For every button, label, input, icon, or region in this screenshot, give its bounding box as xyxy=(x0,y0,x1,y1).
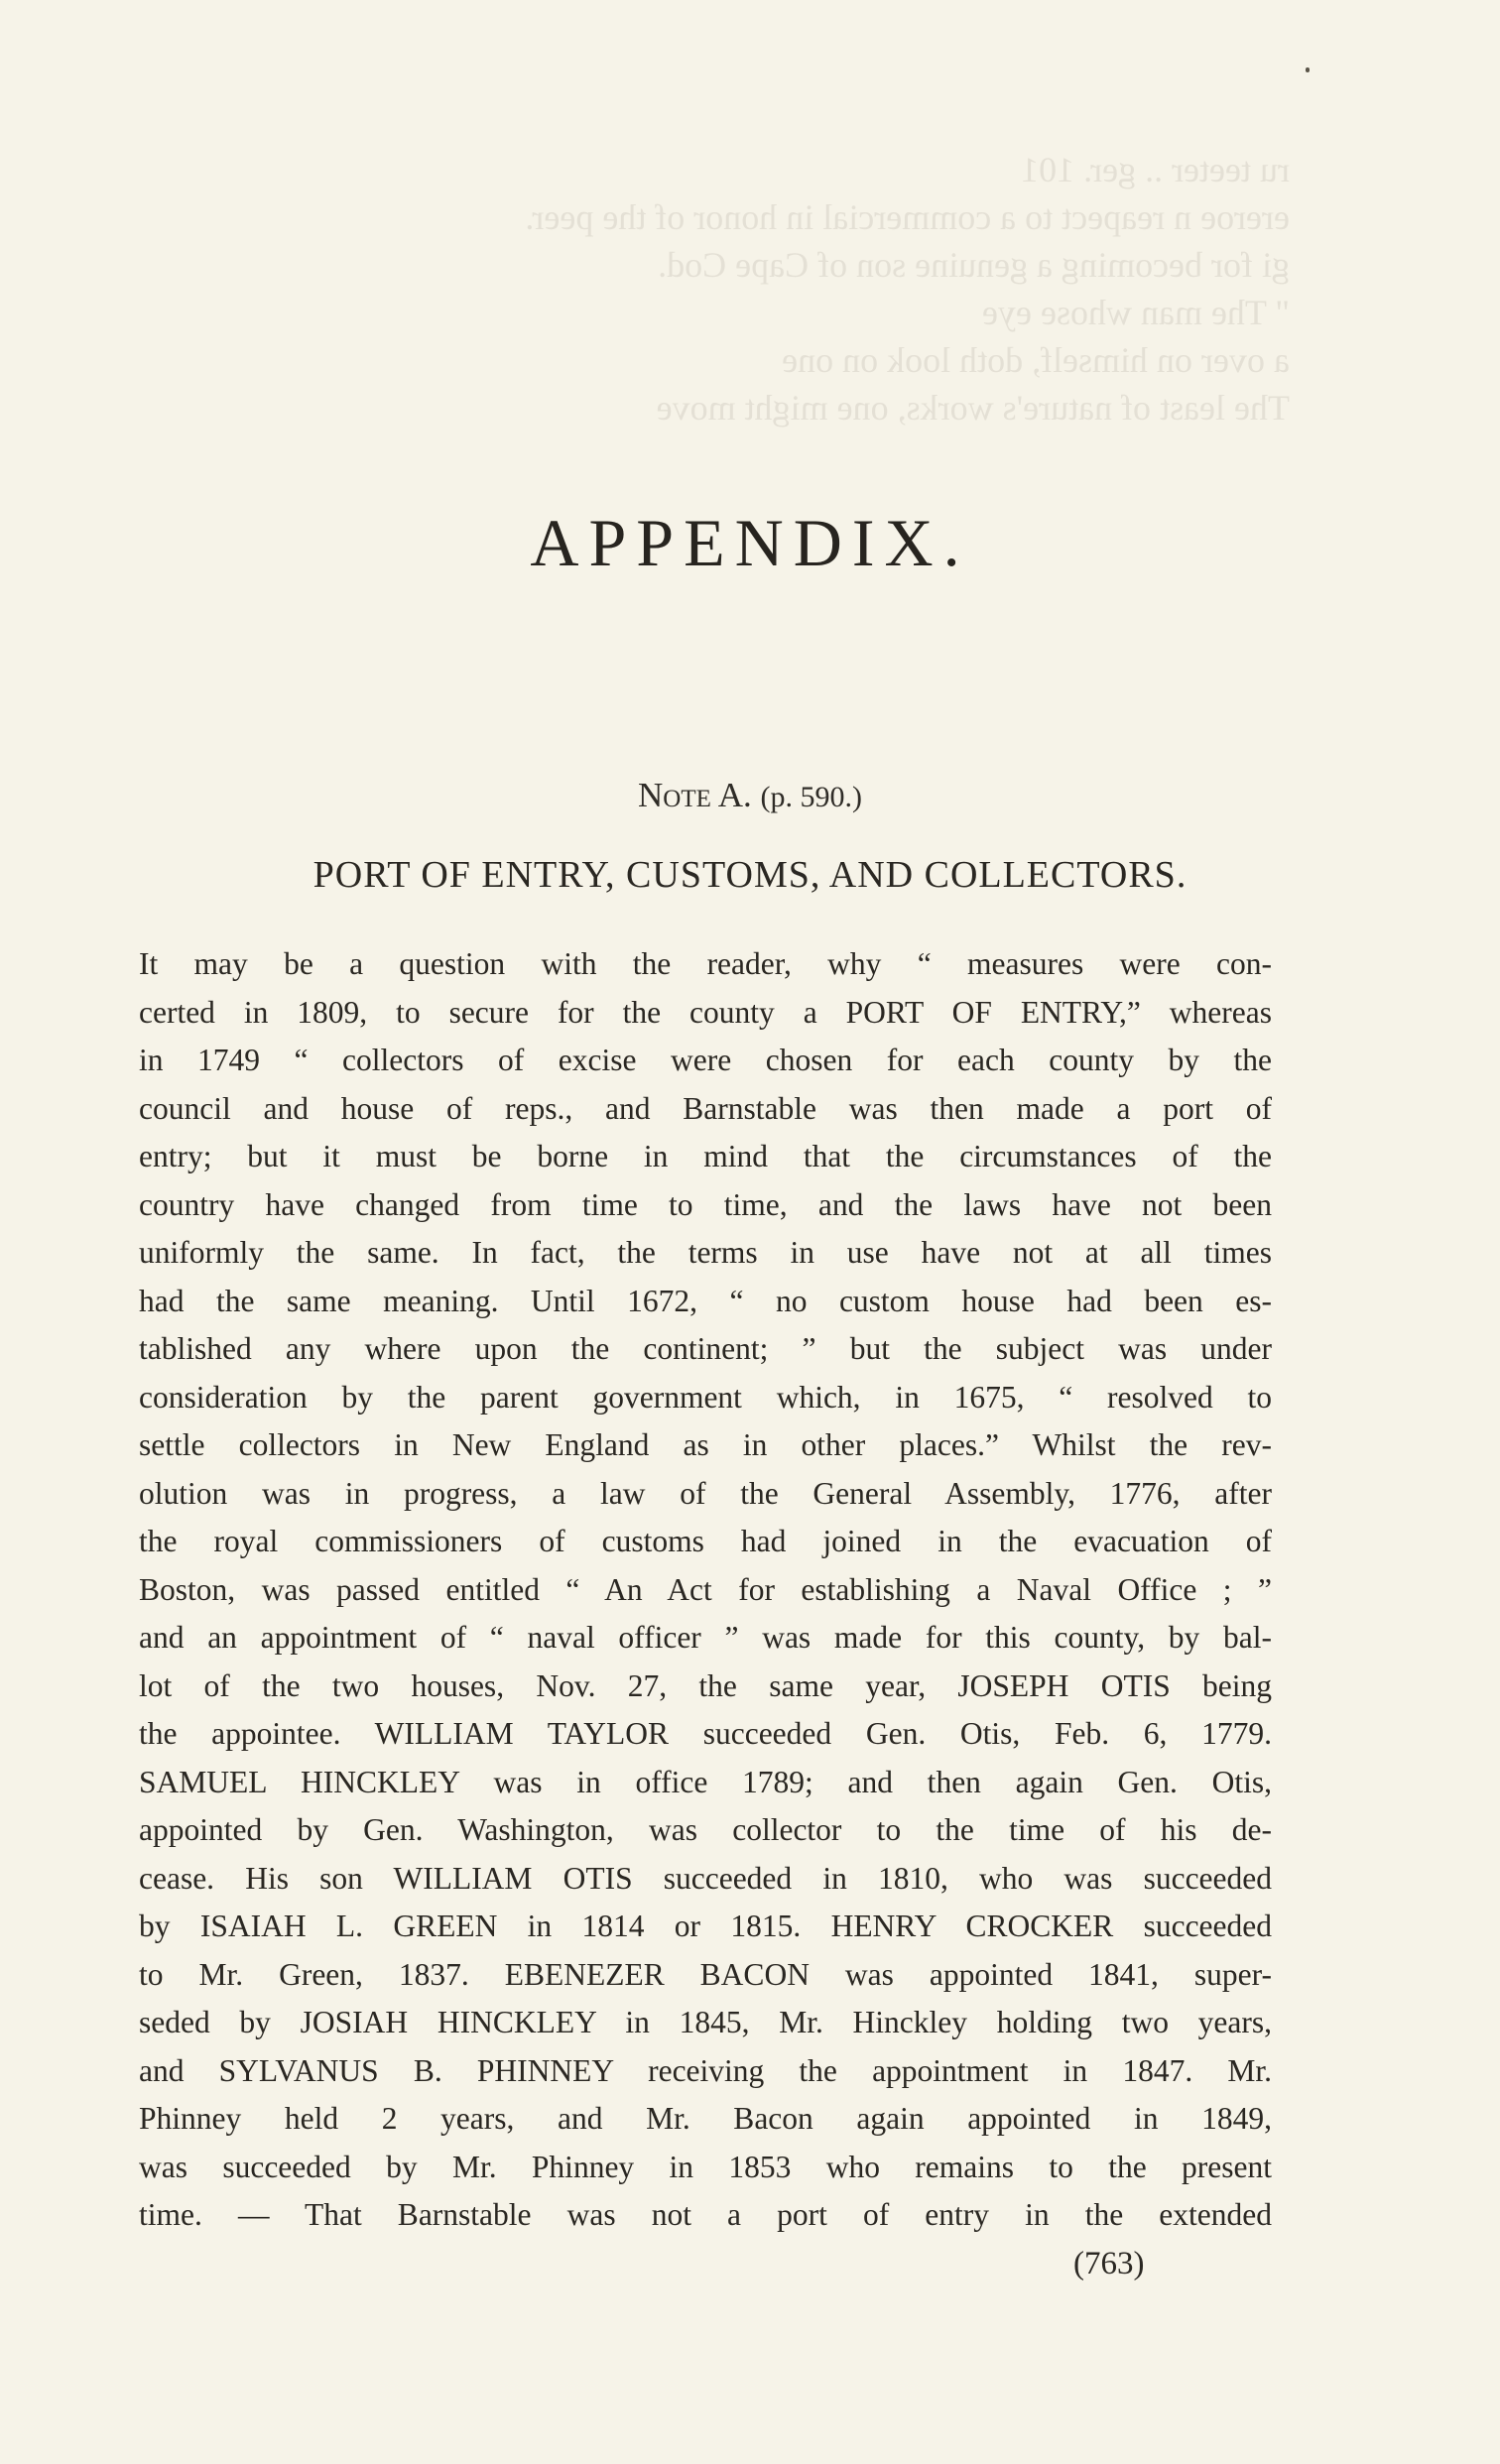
text-line: was succeeded by Mr. Phinney in 1853 who remains to the present xyxy=(139,2149,1272,2184)
text-line: Boston, was passed entitled “ An Act for establishing a Naval Office ; ” xyxy=(139,1571,1272,1607)
text-line: seded by JOSIAH HINCKLEY in 1845, Mr. Hinckley holding two years, xyxy=(139,2005,1272,2039)
show-through-text: ru teeter .. ger. 101 ereroe n reapect to a commercial in honor of the peer. gi for becoming a genuine son of Cape Cod. " The man whose eye a over on himself, doth look on one The least of nature's works, one might move xyxy=(525,150,1290,428)
page-title: APPENDIX. xyxy=(530,505,970,580)
text-line: the appointee. WILLIAM TAYLOR succeeded Gen. Otis, Feb. 6, 1779. xyxy=(139,1716,1272,1751)
text-line: tablished any where upon the continent; ” but the subject was under xyxy=(139,1331,1272,1366)
text-line: appointed by Gen. Washington, was collector to the time of his de- xyxy=(139,1812,1272,1847)
text-line: council and house of reps., and Barnstable was then made a port of xyxy=(139,1090,1272,1126)
text-line: uniformly the same. In fact, the terms in use have not at all times xyxy=(139,1235,1272,1270)
text-line: certed in 1809, to secure for the county a PORT OF ENTRY,” whereas xyxy=(139,994,1272,1030)
text-line: olution was in progress, a law of the General Assembly, 1776, after xyxy=(139,1475,1272,1511)
text-line: to Mr. Green, 1837. EBENEZER BACON was appointed 1841, super- xyxy=(139,1956,1272,1992)
text-line: cease. His son WILLIAM OTIS succeeded in 1810, who was succeeded xyxy=(139,1860,1272,1896)
text-line: time. — That Barnstable was not a port of entry in the extended xyxy=(139,2197,1272,2232)
text-line: SAMUEL HINCKLEY was in office 1789; and then again Gen. Otis, xyxy=(139,1764,1272,1799)
text-line: by ISAIAH L. GREEN in 1814 or 1815. HENRY CROCKER succeeded xyxy=(139,1909,1272,1943)
note-reference xyxy=(0,776,1500,815)
text-line: the royal commissioners of customs had joined in the evacuation of xyxy=(139,1524,1272,1558)
section-heading: PORT OF ENTRY, CUSTOMS, AND COLLECTORS. xyxy=(312,854,1188,896)
text-line: in 1749 “ collectors of excise were chosen for each county by the xyxy=(139,1043,1272,1077)
text-line: lot of the two houses, Nov. 27, the same year, JOSEPH OTIS being xyxy=(139,1667,1272,1703)
body-paragraph xyxy=(139,940,1272,2240)
text-line: Phinney held 2 years, and Mr. Bacon again appointed in 1849, xyxy=(139,2101,1272,2136)
ink-speck xyxy=(1306,67,1310,72)
note-label: Note xyxy=(638,776,711,814)
text-line: country have changed from time to time, and the laws have not been xyxy=(139,1186,1272,1222)
text-line: It may be a question with the reader, why “ measures were con- xyxy=(139,946,1272,981)
page-reference: (p. 590.) xyxy=(760,781,862,813)
note-letter: A. xyxy=(717,776,752,814)
text-line: consideration by the parent government which, in 1675, “ resolved to xyxy=(139,1379,1272,1415)
text-line: had the same meaning. Until 1672, “ no custom house had been es- xyxy=(139,1283,1272,1318)
text-line: settle collectors in New England as in other places.” Whilst the rev- xyxy=(139,1427,1272,1462)
text-line: entry; but it must be borne in mind that the circumstances of the xyxy=(139,1139,1272,1173)
page-number: (763) xyxy=(1073,2246,1145,2281)
text-line: and an appointment of “ naval officer ” was made for this county, by bal- xyxy=(139,1620,1272,1655)
text-line: and SYLVANUS B. PHINNEY receiving the appointment in 1847. Mr. xyxy=(139,2052,1272,2088)
